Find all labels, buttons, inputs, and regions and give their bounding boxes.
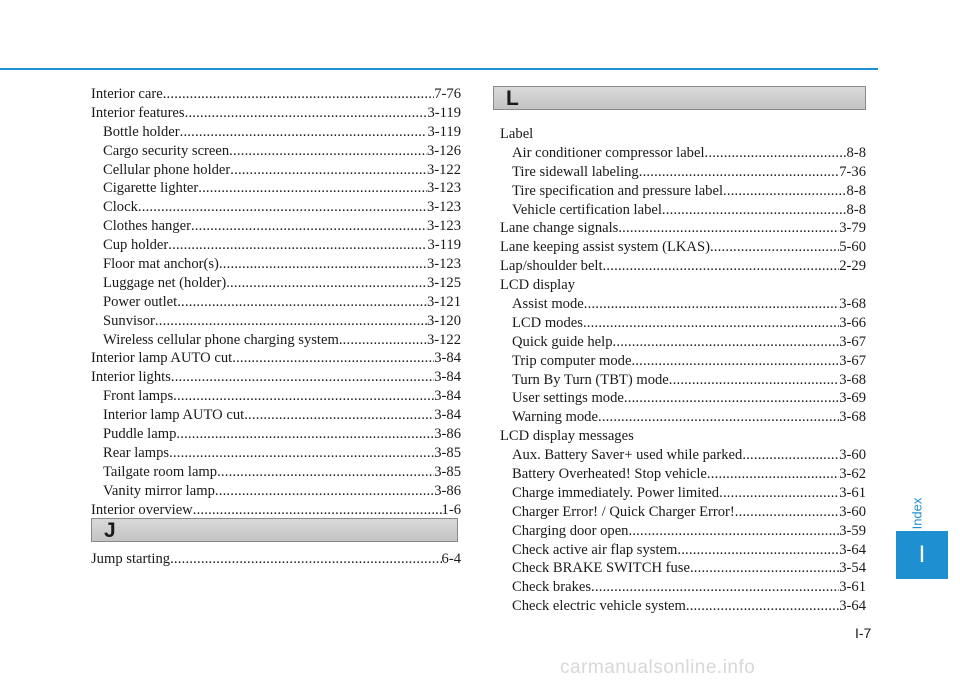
- index-heading: Label: [500, 126, 534, 142]
- index-entry-text: Cellular phone holder: [103, 161, 231, 178]
- index-entry-page: 3-69: [839, 390, 866, 407]
- index-entry: [91, 217, 461, 236]
- index-entry-page: 3-68: [839, 409, 866, 426]
- index-entry-text: User settings mode: [512, 390, 624, 407]
- index-entry: [500, 163, 866, 182]
- index-entry-text: Trip computer mode: [512, 352, 632, 369]
- index-entry-page: 3-123: [426, 180, 461, 197]
- index-entry-text: Interior overview: [91, 501, 193, 518]
- index-entry-page: 3-64: [839, 541, 866, 558]
- top-rule: [0, 68, 878, 70]
- leader-dots: [230, 161, 427, 180]
- index-entry-text: Check active air flap system: [512, 541, 678, 558]
- index-entry: [500, 371, 866, 390]
- leader-dots: [170, 550, 441, 569]
- index-entry-text: Power outlet: [103, 293, 178, 310]
- leader-dots: [171, 368, 434, 387]
- index-entry: [91, 312, 461, 331]
- index-entry-page: 3-79: [839, 220, 866, 237]
- index-entry-page: 3-62: [839, 466, 866, 483]
- index-entry-text: Cup holder: [103, 237, 169, 254]
- index-entry: [91, 142, 461, 161]
- index-entry-page: 3-121: [426, 293, 461, 310]
- index-entry-text: Cargo security screen: [103, 142, 230, 159]
- index-entry-text: Wireless cellular phone charging system: [103, 331, 339, 348]
- index-entry-page: 3-60: [839, 503, 866, 520]
- index-entry-page: 3-120: [426, 312, 461, 329]
- index-entry: [91, 179, 461, 198]
- index-entry: [500, 219, 866, 238]
- index-entry-text: Tire specification and pressure label: [512, 182, 724, 199]
- index-entry-text: Bottle holder: [103, 123, 180, 140]
- leader-dots: [168, 236, 427, 255]
- index-entry: [91, 463, 461, 482]
- leader-dots: [707, 465, 839, 484]
- index-entry: [91, 255, 461, 274]
- leader-dots: [191, 217, 427, 236]
- index-entry-text: Air conditioner compressor label: [512, 144, 705, 161]
- index-entry-page: 3-119: [427, 123, 461, 140]
- index-entry-text: Turn By Turn (TBT) mode: [512, 371, 669, 388]
- leader-dots: [603, 257, 840, 276]
- index-entry-page: 3-122: [426, 161, 461, 178]
- index-entry-text: Interior features: [91, 104, 185, 121]
- index-entry: [500, 522, 866, 541]
- index-entry: [91, 123, 461, 142]
- leader-dots: [180, 123, 428, 142]
- index-entry-page: 1-6: [441, 501, 461, 518]
- watermark-text: carmanualsonline.info: [560, 657, 756, 678]
- index-entry-text: Rear lamps: [103, 444, 170, 461]
- index-entry-text: Warning mode: [512, 409, 598, 426]
- index-entry-text: Check brakes: [512, 579, 592, 596]
- leader-dots: [690, 559, 839, 578]
- leader-dots: [217, 463, 434, 482]
- side-index-tab[interactable]: [896, 531, 948, 579]
- index-entry: [500, 559, 866, 578]
- leader-dots: [705, 144, 847, 163]
- index-entry: [500, 182, 866, 201]
- index-entry: [500, 201, 866, 220]
- leader-dots: [742, 446, 839, 465]
- leader-dots: [155, 312, 427, 331]
- index-entry: [500, 484, 866, 503]
- index-entry-text: LCD modes: [512, 314, 583, 331]
- leader-dots: [219, 255, 427, 274]
- index-entry: [91, 236, 461, 255]
- index-entry-page: 3-84: [434, 407, 461, 424]
- side-index-letter: I: [918, 541, 926, 568]
- index-entry-text: Clock: [103, 199, 138, 216]
- index-entry: [91, 161, 461, 180]
- index-entry-text: Assist mode: [512, 296, 584, 313]
- index-entry: [500, 578, 866, 597]
- leader-dots: [185, 104, 428, 123]
- index-entry-page: 3-126: [426, 142, 461, 159]
- index-entry: [500, 295, 866, 314]
- index-entry-text: Lap/shoulder belt: [500, 258, 603, 275]
- index-entry-page: 3-119: [427, 104, 461, 121]
- index-entry: [500, 238, 866, 257]
- index-entry-page: 3-61: [839, 484, 866, 501]
- leader-dots: [584, 295, 839, 314]
- leader-dots: [639, 163, 840, 182]
- index-entry-text: Charger Error! / Quick Charger Error!: [512, 503, 735, 520]
- index-entry-page: 3-66: [839, 314, 866, 331]
- index-entry-page: 3-86: [434, 426, 461, 443]
- index-entry: [91, 406, 461, 425]
- index-entry-text: Sunvisor: [103, 312, 155, 329]
- section-l-entries: [500, 125, 866, 616]
- leader-dots: [719, 484, 839, 503]
- index-entry-page: 3-84: [434, 388, 461, 405]
- index-entry: [91, 482, 461, 501]
- index-entry-text: Puddle lamp: [103, 426, 177, 443]
- index-entry: [500, 541, 866, 560]
- leader-dots: [244, 406, 434, 425]
- index-entry-text: Tailgate room lamp: [103, 463, 218, 480]
- leader-dots: [339, 331, 427, 350]
- index-entry: [500, 446, 866, 465]
- index-entry-page: 3-123: [426, 218, 461, 235]
- index-entry-page: 3-84: [434, 369, 461, 386]
- leader-dots: [583, 314, 839, 333]
- index-entry-page: 6-4: [441, 551, 461, 567]
- index-entry-text: Check BRAKE SWITCH fuse: [512, 560, 690, 577]
- index-entry: [500, 503, 866, 522]
- index-entry-text: Clothes hanger: [103, 218, 191, 235]
- index-heading: LCD display messages: [500, 428, 634, 445]
- index-entry-text: Interior care: [91, 86, 163, 102]
- index-entry: [91, 444, 461, 463]
- leader-dots: [229, 142, 427, 161]
- leader-dots: [631, 352, 839, 371]
- leader-dots: [613, 333, 840, 352]
- index-entry: [91, 368, 461, 387]
- index-entry: [500, 352, 866, 371]
- index-entry-page: 3-125: [426, 274, 461, 291]
- index-entry-text: Charge immediately. Power limited: [512, 484, 720, 501]
- index-entry-page: 7-36: [839, 163, 866, 180]
- index-entry-page: 3-64: [839, 598, 866, 615]
- leader-dots: [591, 578, 839, 597]
- index-entry-text: Floor mat anchor(s): [103, 256, 219, 273]
- index-entry-page: 3-59: [839, 522, 866, 539]
- index-entry: [500, 314, 866, 333]
- leader-dots: [215, 482, 434, 501]
- index-entry: [91, 501, 461, 520]
- leader-dots: [723, 182, 847, 201]
- side-index-label: [904, 497, 934, 530]
- index-heading: LCD display: [500, 277, 575, 294]
- index-entry-page: 3-84: [434, 350, 461, 367]
- leader-dots: [226, 274, 427, 293]
- index-entry-page: 3-68: [839, 296, 866, 313]
- index-entry-page: 8-8: [846, 144, 866, 161]
- index-entry-page: 3-60: [839, 447, 866, 464]
- page-number: I-7: [855, 625, 872, 641]
- leader-dots: [618, 219, 839, 238]
- index-entry-text: Lane change signals: [500, 220, 619, 237]
- index-entry: [91, 274, 461, 293]
- index-entry-page: 3-122: [426, 331, 461, 348]
- index-entry-page: 8-8: [846, 201, 866, 218]
- leader-dots: [138, 198, 427, 217]
- index-entry-text: Vehicle certification label: [512, 201, 662, 218]
- leader-dots: [173, 387, 434, 406]
- index-entry-page: 3-67: [839, 333, 866, 350]
- index-entry: [91, 331, 461, 350]
- index-entry: [91, 550, 461, 569]
- leader-dots: [686, 597, 839, 616]
- index-entry-page: 3-85: [434, 463, 461, 480]
- leader-dots: [669, 371, 839, 390]
- index-entry-text: Vanity mirror lamp: [103, 482, 215, 499]
- leader-dots: [169, 444, 434, 463]
- index-entry-page: 3-61: [839, 579, 866, 596]
- index-entry-text: Battery Overheated! Stop vehicle: [512, 466, 707, 483]
- index-entry-page: 3-68: [839, 371, 866, 388]
- section-letter-l: L: [506, 87, 519, 110]
- index-entry-text: Tire sidewall labeling: [512, 163, 639, 180]
- index-entry: [500, 597, 866, 616]
- leader-dots: [710, 238, 839, 257]
- index-entry-page: 2-29: [839, 258, 866, 275]
- index-entry: [500, 408, 866, 427]
- leader-dots: [598, 408, 839, 427]
- index-entry-text: Lane keeping assist system (LKAS): [500, 239, 710, 256]
- leader-dots: [662, 201, 847, 220]
- leader-dots: [198, 179, 427, 198]
- index-entry: [91, 349, 461, 368]
- index-entry-page: 3-54: [839, 560, 866, 577]
- leader-dots: [232, 349, 434, 368]
- index-entry-text: Aux. Battery Saver+ used while parked: [512, 447, 743, 464]
- index-entry-text: Interior lamp AUTO cut: [91, 350, 233, 367]
- index-entry: [91, 293, 461, 312]
- index-entry: [91, 104, 461, 123]
- section-j-entries: [91, 550, 461, 569]
- section-header-j: [91, 518, 458, 542]
- index-entry: [500, 257, 866, 276]
- index-entry-text: Interior lamp AUTO cut: [103, 407, 245, 424]
- index-entry: [500, 389, 866, 408]
- index-entry-text: Front lamps: [103, 388, 174, 405]
- index-entry-page: 3-119: [427, 237, 461, 254]
- index-entry-text: Luggage net (holder): [103, 274, 227, 291]
- leader-dots: [628, 522, 839, 541]
- index-entry: [91, 387, 461, 406]
- index-entry-text: Quick guide help: [512, 333, 613, 350]
- index-entry: [91, 425, 461, 444]
- leader-dots: [735, 503, 839, 522]
- leader-dots: [176, 425, 434, 444]
- leader-dots: [624, 389, 839, 408]
- index-entry: [500, 144, 866, 163]
- index-entry: [500, 333, 866, 352]
- index-entry-page: 3-123: [426, 199, 461, 216]
- index-entry-page: 7-76: [434, 86, 461, 102]
- index-entry: [500, 465, 866, 484]
- index-entry-page: 3-86: [434, 482, 461, 499]
- index-entry-page: 8-8: [846, 182, 866, 199]
- index-entry-text: Interior lights: [91, 369, 171, 386]
- index-entry-text: Charging door open: [512, 522, 629, 539]
- section-letter-j: J: [104, 519, 116, 542]
- index-entry-text: Jump starting: [91, 551, 171, 567]
- index-entry-page: 3-123: [426, 256, 461, 273]
- index-entry-text: Check electric vehicle system: [512, 598, 686, 615]
- index-entry: [91, 198, 461, 217]
- side-index-text: Index: [909, 497, 925, 530]
- section-header-l: [493, 86, 866, 110]
- index-entry-text: Cigarette lighter: [103, 180, 199, 197]
- leader-dots: [193, 501, 442, 520]
- index-entry: [91, 85, 461, 104]
- index-entry-page: 3-85: [434, 444, 461, 461]
- index-entry-page: 5-60: [839, 239, 866, 256]
- index-entry-page: 3-67: [839, 352, 866, 369]
- leader-dots: [677, 541, 839, 560]
- index-column-left: [91, 85, 461, 519]
- leader-dots: [177, 293, 427, 312]
- leader-dots: [163, 85, 435, 104]
